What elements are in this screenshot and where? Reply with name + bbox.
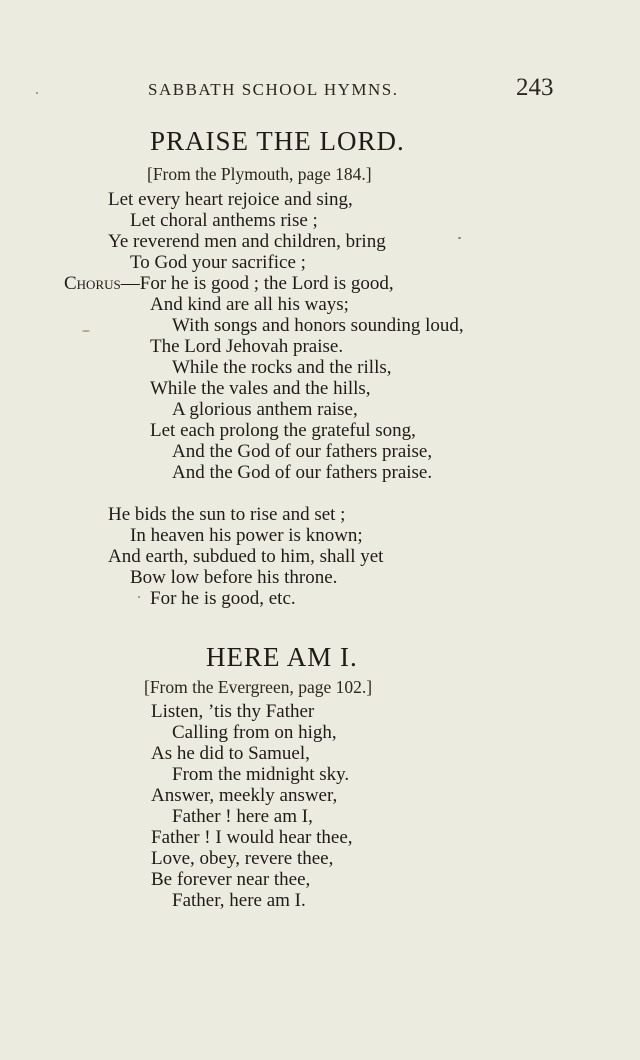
verse-line: He bids the sun to rise and set ; — [108, 504, 346, 525]
verse-line: From the midnight sky. — [172, 764, 350, 785]
verse-line: And the God of our fathers praise, — [172, 441, 433, 462]
hymn-title-praise-the-lord: PRAISE THE LORD. — [150, 126, 405, 156]
verse-line: With songs and honors sounding loud, — [172, 315, 464, 336]
verse-line: As he did to Samuel, — [151, 743, 310, 764]
verse-line: In heaven his power is known; — [130, 525, 363, 546]
verse-line: While the rocks and the rills, — [172, 357, 392, 378]
paper-speck — [458, 237, 461, 239]
verse-line: Father, here am I. — [172, 890, 306, 911]
chorus-label: Chorus — [64, 273, 121, 294]
paper-speck — [82, 330, 90, 332]
verse-line: And the God of our fathers praise. — [172, 462, 433, 483]
verse-line: For he is good, etc. — [150, 588, 296, 609]
verse-line: Let choral anthems rise ; — [130, 210, 318, 231]
verse-line: A glorious anthem raise, — [172, 399, 358, 420]
verse-line: Be forever near thee, — [151, 869, 311, 890]
verse-line: Father ! here am I, — [172, 806, 313, 827]
paper-speck — [36, 92, 38, 94]
hymn-source-plymouth: [From the Plymouth, page 184.] — [147, 164, 372, 184]
verse-line: Let each prolong the grateful song, — [150, 420, 416, 441]
running-title: SABBATH SCHOOL HYMNS. — [148, 80, 399, 99]
verse-line: And kind are all his ways; — [150, 294, 349, 315]
verse-line: Answer, meekly answer, — [151, 785, 338, 806]
verse-line: Bow low before his throne. — [130, 567, 338, 588]
paper-speck — [138, 596, 140, 598]
verse-line: Listen, ’tis thy Father — [151, 701, 315, 722]
verse-line: And earth, subdued to him, shall yet — [108, 546, 384, 567]
verse-line: Father ! I would hear thee, — [151, 827, 353, 848]
verse-line: To God your sacrifice ; — [130, 252, 306, 273]
verse-line: Calling from on high, — [172, 722, 337, 743]
hymn-title-here-am-i: HERE AM I. — [206, 642, 358, 672]
chorus-line — [64, 273, 394, 295]
verse-line: Let every heart rejoice and sing, — [108, 189, 353, 210]
verse-line: Love, obey, revere thee, — [151, 848, 334, 869]
hymn-source-evergreen: [From the Evergreen, page 102.] — [144, 677, 373, 697]
chorus-text: —For he is good ; the Lord is good, — [120, 273, 394, 294]
verse-line: The Lord Jehovah praise. — [150, 336, 344, 357]
verse-line: Ye reverend men and children, bring — [108, 231, 386, 252]
verse-line: While the vales and the hills, — [150, 378, 371, 399]
page-number: 243 — [516, 74, 554, 101]
